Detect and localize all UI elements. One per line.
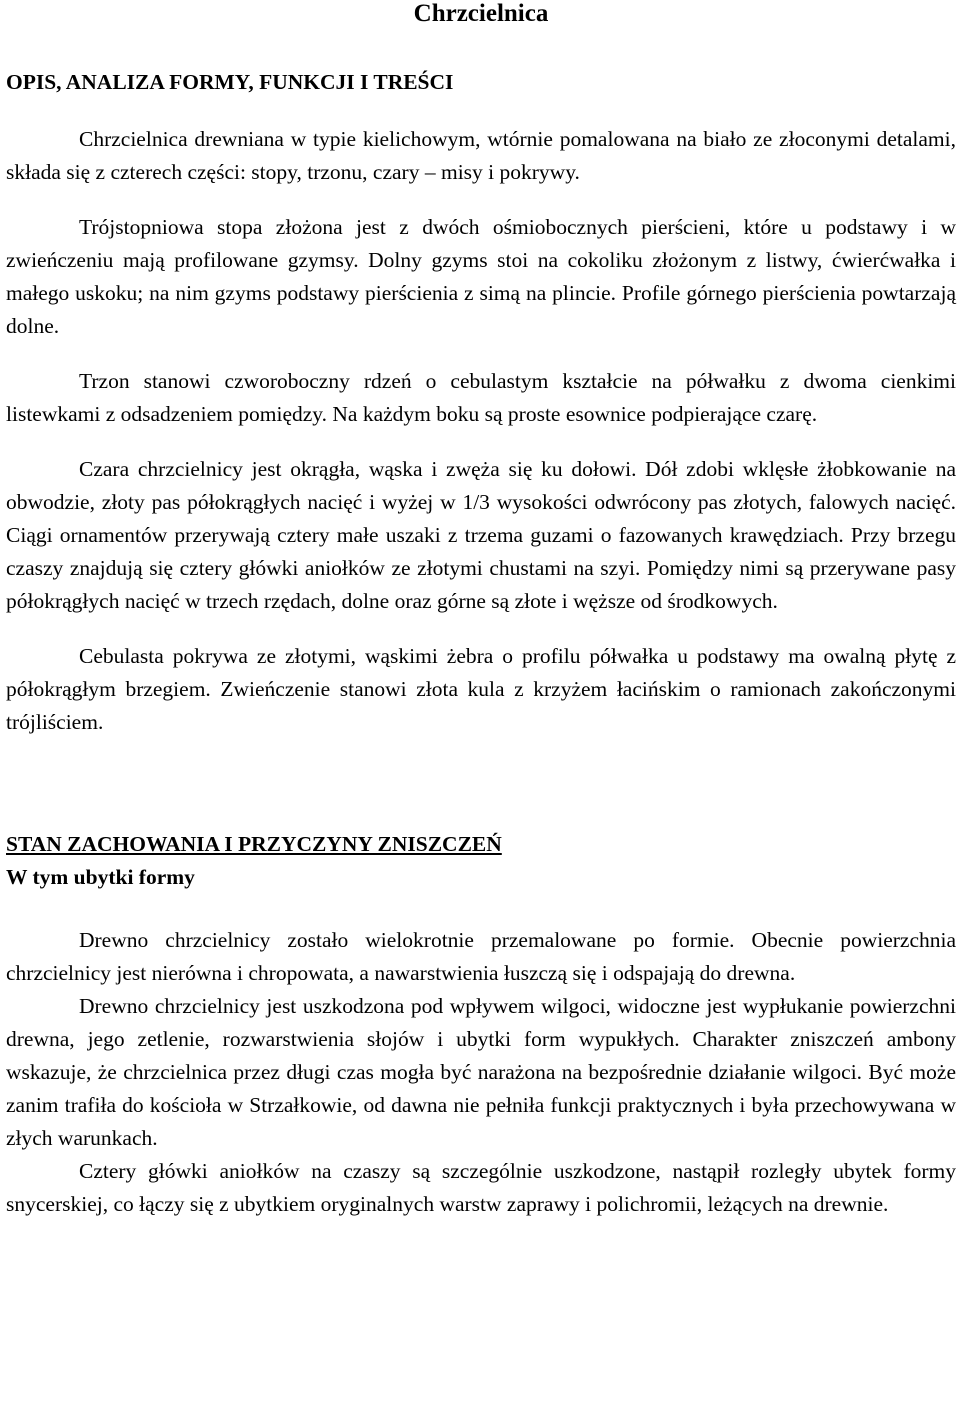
paragraph-description-2: Trójstopniowa stopa złożona jest z dwóch ośmiobocznych pierścieni, które u podstawy i w zwieńczeniu mają profilowane gzymsy. Dolny gzyms stoi na cokoliku złożonym z listwy, ćwierćwałka i małego uskoku; na nim gzyms podstawy pierścienia z simą na plincie. Profile górnego pierścienia powtarzają dolne. [6,215,956,338]
paragraph-description-4: Czara chrzcielnicy jest okrągła, wąska i zwęża się ku dołowi. Dół zdobi wklęsłe żłobkowanie na obwodzie, złoty pas półokrągłych nacięć i wyżej w 1/3 wysokości odwrócony pas złotych, falowych nacięć. Ciągi ornamentów przerywają cztery małe uszaki z trzema guzami o fazowanych krawędziach. Przy brzegu czaszy znajdują się cztery główki aniołków ze złotymi chustami na szyi. Pomiędzy nimi są przerywane pasy półokrągłych nacięć w trzech rzędach, dolne oraz górne są złote i węższe od środkowych. [6,457,956,613]
paragraph-condition-2: Drewno chrzcielnicy jest uszkodzona pod wpływem wilgoci, widoczne jest wypłukanie powierzchni drewna, jego zetlenie, rozwarstwienia słojów i ubytki form wypukłych. Charakter zniszczeń ambony wskazuje, że chrzcielnica przez długi czas mogła być narażona na bezpośrednie działanie wilgoci. Być może zanim trafiła do kościoła w Strzałkowie, od dawna nie pełniła funkcji praktycznych i była przechowywana w złych warunkach. [6,994,956,1150]
paragraph-condition-1: Drewno chrzcielnicy zostało wielokrotnie przemalowane po formie. Obecnie powierzchnia chrzcielnicy jest nierówna i chropowata, a nawarstwienia łuszczą się i odspajają do drewna. [6,928,956,985]
paragraph-description-5: Cebulasta pokrywa ze złotymi, wąskimi żebra o profilu półwałka u podstawy ma owalną płytę z półokrągłym brzegiem. Zwieńczenie stanowi złota kula z krzyżem łacińskim o ramionach zakończonymi trójliściem. [6,644,956,734]
paragraph-condition-3: Cztery główki aniołków na czaszy są szczególnie uszkodzone, nastąpił rozległy ubytek formy snycerskiej, co łączy się z ubytkiem oryginalnych warstw zaprawy i polichromii, leżących na drewnie. [6,1159,956,1216]
paragraph-description-1: Chrzcielnica drewniana w typie kielichowym, wtórnie pomalowana na biało ze złoconymi detalami, składa się z czterech części: stopy, trzonu, czary – misy i pokrywy. [6,127,956,184]
section-heading-description: OPIS, ANALIZA FORMY, FUNKCJI I TREŚCI [6,70,454,94]
document-title: Chrzcielnica [413,0,549,27]
section-subheading-losses: W tym ubytki formy [6,865,195,889]
paragraph-description-3: Trzon stanowi czworoboczny rdzeń o cebulastym kształcie na półwałku z dwoma cienkimi listewkami z odsadzeniem pomiędzy. Na każdym boku są proste esownice podpierające czarę. [6,369,956,426]
section-heading-condition: STAN ZACHOWANIA I PRZYCZYNY ZNISZCZEŃ [6,832,502,856]
document-page [6,0,956,1221]
